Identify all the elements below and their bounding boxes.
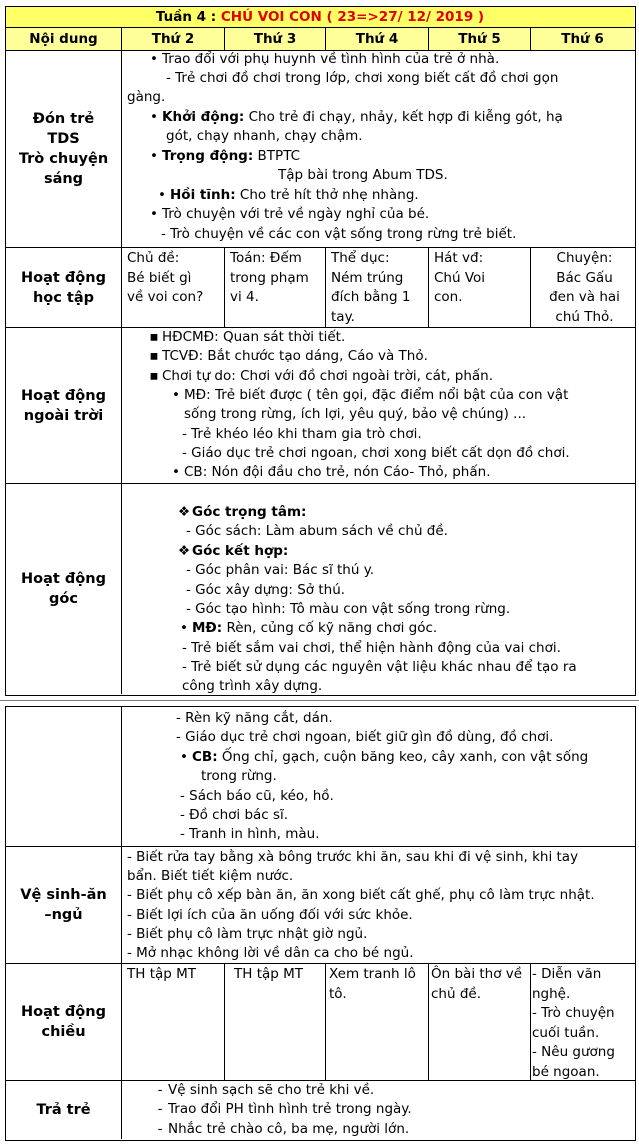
- title-highlight: CHÚ VOI CON ( 23=>27/ 12/ 2019 ): [220, 9, 485, 25]
- list-item: ❖ Góc kết hợp:: [177, 543, 289, 559]
- list-item: sống trong rừng, ích lợi, yêu quý, bảo vệ chúng) ...: [184, 406, 527, 422]
- header-thu-2: Thứ 2: [151, 31, 195, 47]
- list-item: công trình xây dựng.: [182, 678, 323, 694]
- list-item: - Nhắc trẻ chào cô, ba mẹ, người lớn.: [157, 1121, 410, 1137]
- chieu-thu-2: TH tập MT: [127, 966, 197, 982]
- label-line: học tập: [32, 289, 95, 306]
- list-item: • Khởi động: Cho trẻ đi chạy, nhảy, kết hợp đi kiễng gót, hạ: [150, 109, 563, 125]
- hoc-tap-thu-2: Chủ đề: Bé biết gì về voi con?: [127, 250, 204, 305]
- table-title: [6, 7, 634, 27]
- list-item: - Giáo dục trẻ chơi ngoan, biết giữ gìn đồ dùng, đồ chơi.: [176, 729, 554, 745]
- label-line: Hoạt động: [21, 387, 106, 404]
- header-thu-3: Thứ 3: [253, 31, 297, 47]
- label-line: ngoài trời: [23, 407, 104, 424]
- list-item: - Giáo dục trẻ chơi ngoan, chơi xong biết cất dọn đồ chơi.: [182, 445, 570, 461]
- chieu-thu-3: TH tập MT: [234, 966, 304, 982]
- list-item: - Trẻ biết sử dụng các nguyên vật liệu khác nhau để tạo ra: [182, 659, 577, 675]
- list-item: bẩn. Biết tiết kiệm nước.: [127, 868, 294, 884]
- list-item: - Biết rửa tay bằng xà bông trước khi ăn, sau khi đi vệ sinh, khi tay: [127, 849, 579, 865]
- list-item: • MĐ: Trẻ biết được ( tên gọi, đặc điểm nổi bật của con vật: [172, 387, 569, 403]
- row-label-goc: [6, 484, 121, 694]
- row-label-chieu: [6, 964, 121, 1080]
- list-item: - Góc sách: Làm abum sách về chủ đề.: [186, 523, 448, 539]
- list-item: - Trao đổi PH tình hình trẻ trong ngày.: [157, 1101, 412, 1117]
- list-item: • CB: Nón đội đầu cho trẻ, nón Cáo- Thỏ, phấn.: [172, 464, 491, 480]
- list-item: - Góc phân vai: Bác sĩ thú y.: [186, 562, 375, 578]
- label-line: Vệ sinh-ăn: [20, 887, 107, 903]
- label-line: –ngủ: [44, 907, 83, 923]
- hoc-tap-thu-4: Thể dục: Ném trúng đích bằng 1 tay.: [331, 250, 411, 325]
- chieu-thu-6: - Diễn văn nghệ. - Trò chuyện cuối tuần. - Nêu gương bé ngoan.: [532, 966, 615, 1080]
- list-item: ▪ Chơi tự do: Chơi với đồ chơi ngoài trời, cát, phấn.: [149, 368, 494, 384]
- header-noi-dung: Nội dung: [29, 31, 98, 47]
- label-line: chiều: [41, 1024, 86, 1040]
- row-label-don-tre: [6, 51, 121, 247]
- row-label-tra-tre: [6, 1081, 121, 1139]
- label-line: TDS: [47, 131, 80, 147]
- list-item: - Trẻ biết sắm vai chơi, thể hiện hành động của vai chơi.: [182, 640, 561, 656]
- label-line: Hoạt động: [21, 571, 106, 587]
- row-label-hoc-tap: [6, 248, 121, 327]
- list-item: Tập bài trong Abum TDS.: [278, 167, 448, 183]
- hoc-tap-thu-6: Chuyện: Bác Gấu đen và hai chú Thỏ.: [549, 250, 620, 325]
- hoc-tap-thu-3: Toán: Đếm trong phạm vi 4.: [230, 250, 309, 305]
- list-item: - Vệ sinh sạch sẽ cho trẻ khi về.: [157, 1082, 375, 1098]
- header-thu-4: Thứ 4: [355, 31, 399, 47]
- list-item: • Trọng động: BTPTC: [150, 148, 301, 164]
- page-separator: [0, 700, 639, 702]
- list-item: - Góc xây dựng: Sở thú.: [186, 582, 346, 598]
- list-item: - Biết phụ cô làm trực nhật giờ ngủ.: [127, 926, 368, 942]
- list-item: - Biết lợi ích của ăn uống đối với sức khỏe.: [127, 907, 413, 923]
- list-item: - Rèn kỹ năng cắt, dán.: [176, 710, 333, 726]
- label-line: Hoạt động: [21, 1004, 106, 1020]
- schedule-table-page-1: [5, 6, 636, 696]
- list-item: • CB: Ống chỉ, gạch, cuộn băng keo, cây xanh, con vật sống: [180, 749, 589, 765]
- list-item: • Hồi tĩnh: Cho trẻ hít thở nhẹ nhàng.: [158, 187, 419, 203]
- label-line: Trả trẻ: [36, 1102, 91, 1118]
- list-item: gót, chạy nhanh, chạy chậm.: [166, 128, 363, 144]
- list-item: gàng.: [127, 89, 166, 105]
- header-row: [6, 28, 634, 50]
- row-label-ngoai-troi: [6, 328, 121, 483]
- list-item: - Trẻ khéo léo khi tham gia trò chơi.: [182, 426, 422, 442]
- list-item: - Mở nhạc không lời về dân ca cho bé ngủ.: [127, 945, 414, 961]
- hoc-tap-thu-5: Hát vđ: Chú Voi con.: [434, 250, 486, 305]
- list-item: - Biết phụ cô xếp bàn ăn, ăn xong biết cất ghế, phụ cô làm trực nhật.: [127, 887, 595, 903]
- list-item: • Trao đổi với phụ huynh về tình hình của trẻ ở nhà.: [150, 51, 500, 67]
- label-line: Hoạt động: [21, 269, 106, 286]
- label-line: Trò chuyện: [18, 151, 109, 167]
- label-line: sáng: [43, 171, 84, 187]
- list-item: - Góc tạo hình: Tô màu con vật sống trong rừng.: [186, 601, 511, 617]
- title-prefix: Tuần 4 :: [155, 9, 221, 25]
- list-item: trong rừng.: [201, 768, 277, 784]
- label-line: Đón trẻ: [32, 111, 95, 127]
- list-item: - Trẻ chơi đồ chơi trong lớp, chơi xong biết cất đồ chơi gọn: [166, 70, 559, 86]
- chieu-thu-5: Ôn bài thơ về chủ đề.: [431, 966, 523, 1002]
- list-item: ▪ HĐCMĐ: Quan sát thời tiết.: [149, 329, 346, 345]
- list-item: ▪ TCVĐ: Bắt chước tạo dáng, Cáo và Thỏ.: [149, 348, 428, 364]
- list-item: • MĐ: Rèn, củng cố kỹ năng chơi góc.: [180, 620, 438, 636]
- chieu-thu-4: Xem tranh lô tô.: [329, 966, 416, 1002]
- list-item: - Trò chuyện về các con vật sống trong rừng trẻ biết.: [161, 226, 517, 242]
- label-line: góc: [49, 591, 78, 607]
- list-item: • Trò chuyện với trẻ về ngày nghỉ của bé.: [150, 206, 430, 222]
- list-item: - Sách báo cũ, kéo, hồ.: [180, 788, 334, 804]
- list-item: - Tranh in hình, màu.: [180, 826, 320, 842]
- list-item: - Đồ chơi bác sĩ.: [180, 807, 289, 823]
- header-thu-5: Thứ 5: [458, 31, 501, 47]
- row-label-ve-sinh: [6, 847, 121, 963]
- header-thu-6: Thứ 6: [561, 31, 604, 47]
- schedule-table-page-2: [5, 706, 636, 1141]
- list-item: ❖ Góc trọng tâm:: [177, 504, 307, 520]
